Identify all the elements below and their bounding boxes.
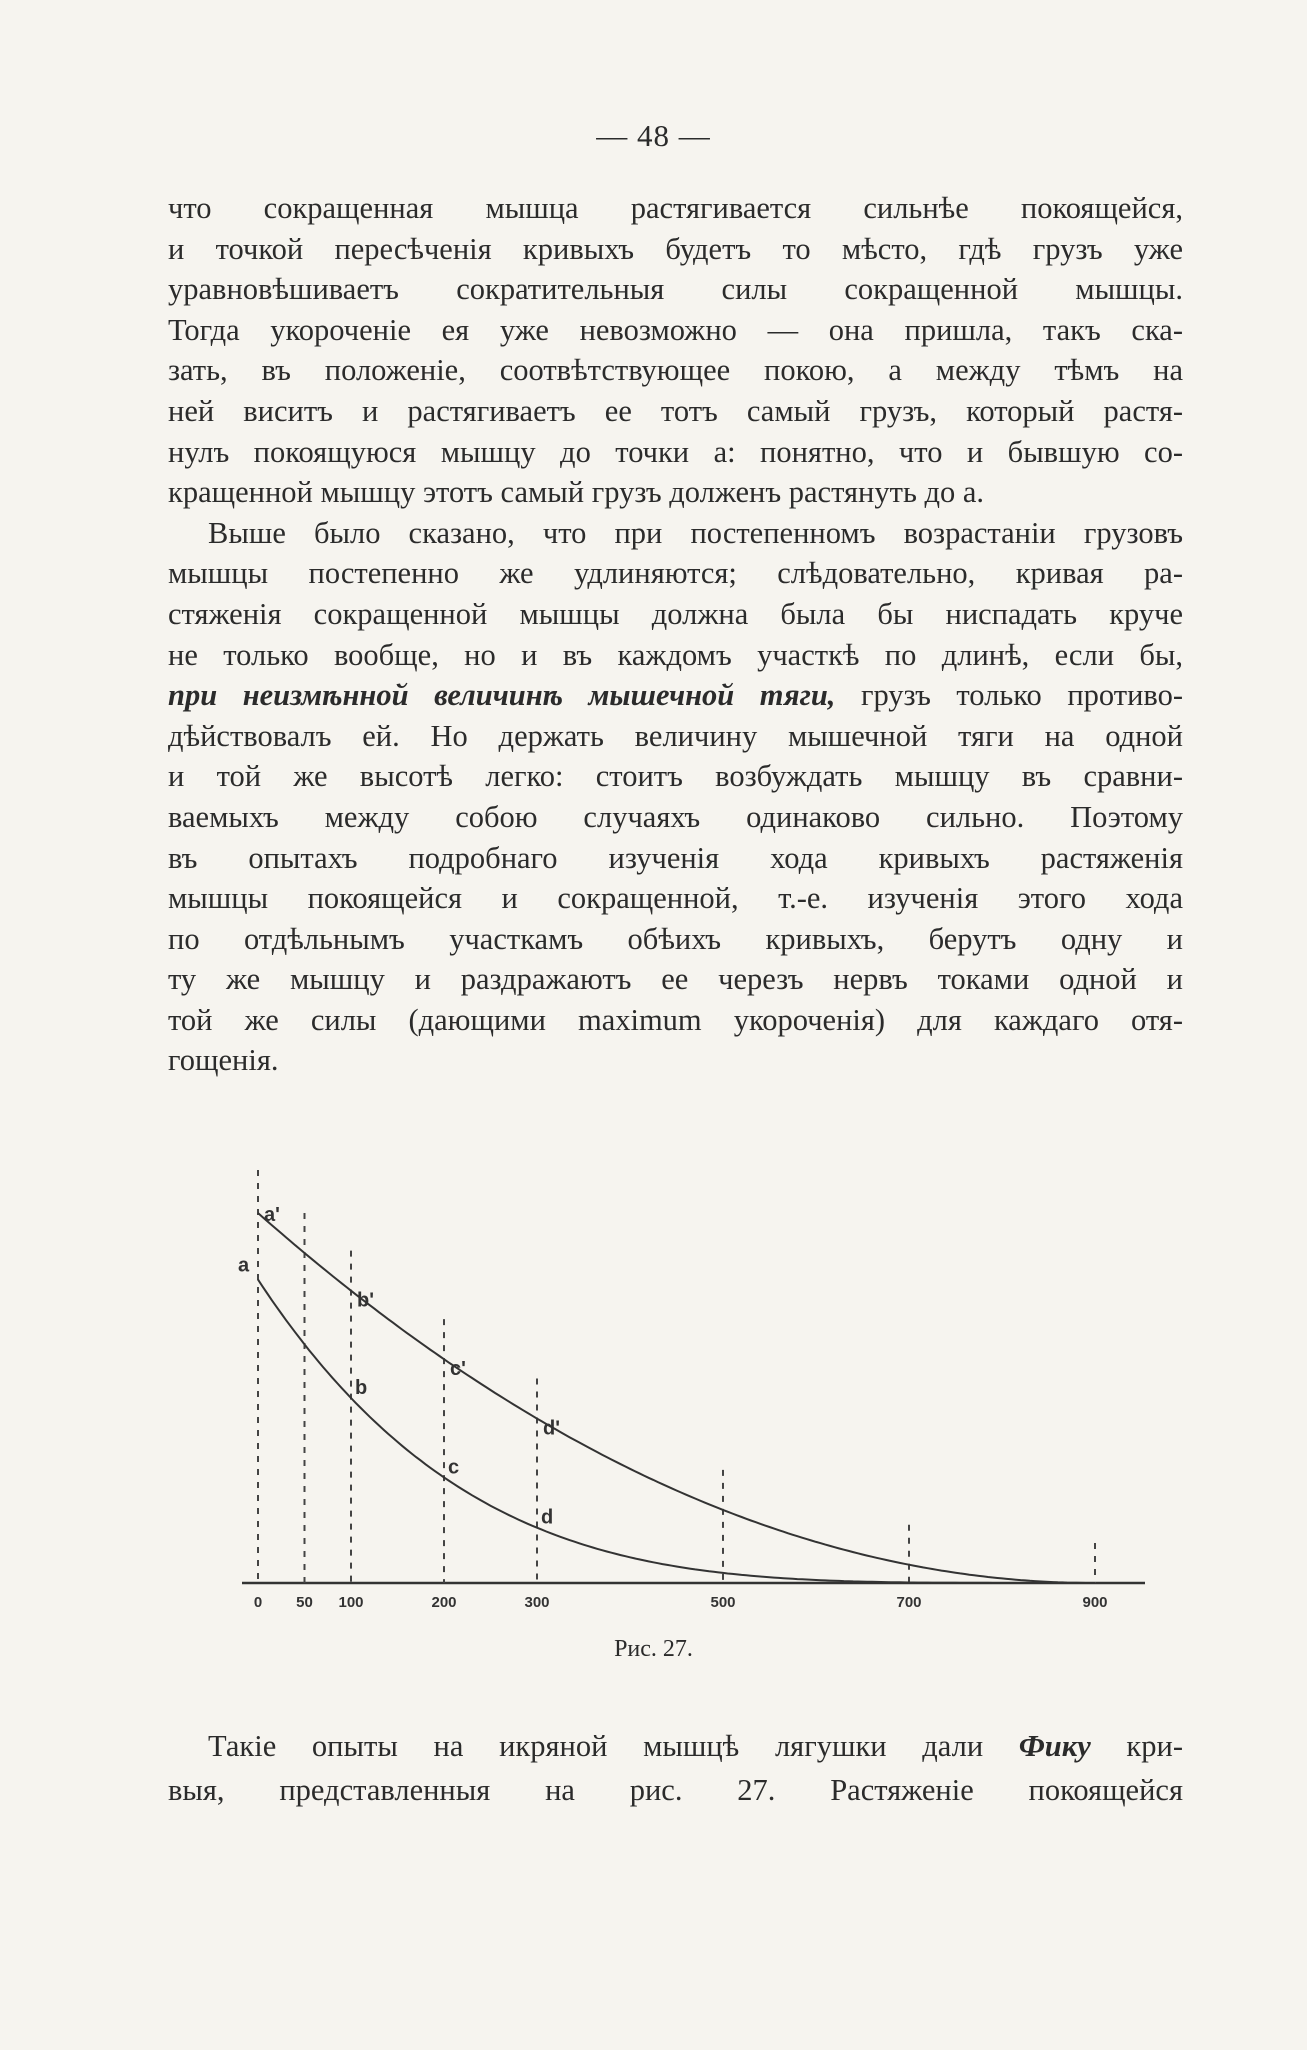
x-tick-label: 700 <box>896 1594 922 1611</box>
figure-27 <box>0 1150 1307 1611</box>
text-line: по отдѣльнымъ участкамъ обѣихъ кривыхъ, берутъ одну и <box>168 921 1183 956</box>
curve-point-label: a <box>238 1254 250 1277</box>
text-line: кращенной мышцу этотъ самый грузъ долженъ растянуть до a. <box>168 475 985 510</box>
text-line: ту же мышцу и раздражаютъ ее черезъ нервъ токами одной и <box>168 962 1183 997</box>
x-tick-label: 500 <box>710 1594 736 1611</box>
text-line: дѣйствовалъ ей. Но держать величину мышечной тяги на одной <box>168 718 1183 753</box>
text-line: Выше было сказано, что при постепенномъ возрастаніи грузовъ <box>208 515 1183 550</box>
text-line: ней виситъ и растягиваетъ ее тотъ самый грузъ, который растя- <box>168 393 1183 428</box>
curve-point-label: a' <box>264 1204 280 1226</box>
text-line: гощенія. <box>168 1043 279 1078</box>
text-line: мышцы постепенно же удлиняются; слѣдовательно, кривая ра- <box>168 556 1183 591</box>
text-line: Тогда укороченіе ея уже невозможно — она пришла, такъ ска- <box>168 312 1183 347</box>
x-tick-label: 200 <box>431 1594 457 1611</box>
closing-text <box>168 1724 1183 1812</box>
curves-diagram <box>0 1150 1307 1611</box>
text-line-mixed <box>168 675 1183 716</box>
resting-muscle-curve <box>258 1280 1095 1583</box>
text-line: ваемыхъ между собою случаяхъ одинаково сильно. Поэтому <box>168 799 1183 834</box>
x-tick-label: 300 <box>524 1594 550 1611</box>
italic-name: Фику <box>1018 1729 1091 1763</box>
figure-caption: Рис. 27. <box>614 1636 693 1662</box>
text-line: зать, въ положеніе, соотвѣтствующее покою, а между тѣмъ на <box>168 353 1183 388</box>
text-line: нулъ покоящуюся мышцу до точки a: понятно, что и бывшую со- <box>168 434 1183 469</box>
curve-point-label: c <box>448 1456 460 1479</box>
curve-point-label: d' <box>543 1417 560 1440</box>
curve-point-label: c' <box>450 1358 466 1381</box>
x-tick-label: 0 <box>253 1594 263 1611</box>
text-line: не только вообще, но и въ каждомъ участкѣ по длинѣ, если бы, <box>168 637 1183 672</box>
x-tick-label: 50 <box>296 1594 313 1611</box>
text-fragment: кри- <box>1090 1729 1183 1763</box>
text-line: выя, представленныя на рис. 27. Растяженіе покоящейся <box>168 1773 1183 1807</box>
x-tick-label: 100 <box>338 1594 364 1611</box>
main-text <box>168 188 1183 1081</box>
italic-phrase: при неизмѣнной величинѣ мышечной тяги, <box>168 678 836 713</box>
page-number: — 48 — <box>596 118 711 153</box>
text-line: той же силы (дающими maximum укороченія) для каждаго отя- <box>168 1002 1183 1037</box>
text-line: уравновѣшиваетъ сократительныя силы сокращенной мышцы. <box>168 272 1183 307</box>
text-fragment: грузъ только противо- <box>835 678 1183 713</box>
text-line: стяженія сокращенной мышцы должна была бы ниспадать круче <box>168 596 1183 631</box>
text-line: мышцы покоящейся и сокращенной, т.-е. изученія этого хода <box>168 881 1183 916</box>
text-line: въ опытахъ подробнаго изученія хода кривыхъ растяженія <box>168 840 1183 875</box>
text-line: что сокращенная мышца растягивается сильнѣе покоящейся, <box>168 191 1183 225</box>
curve-point-label: b <box>355 1376 368 1399</box>
text-line: и точкой пересѣченія кривыхъ будетъ то мѣсто, гдѣ грузъ уже <box>168 231 1183 266</box>
curve-point-label: b' <box>357 1289 374 1312</box>
curve-point-label: d <box>541 1506 554 1529</box>
text-line-mixed <box>168 1724 1183 1768</box>
text-line: и той же высотѣ легко: стоитъ возбуждать мышцу въ сравни- <box>168 759 1183 794</box>
x-tick-label: 900 <box>1082 1594 1108 1611</box>
contracted-muscle-curve <box>258 1213 1095 1583</box>
text-fragment: Такіе опыты на икряной мышцѣ лягушки дали <box>208 1729 1019 1763</box>
